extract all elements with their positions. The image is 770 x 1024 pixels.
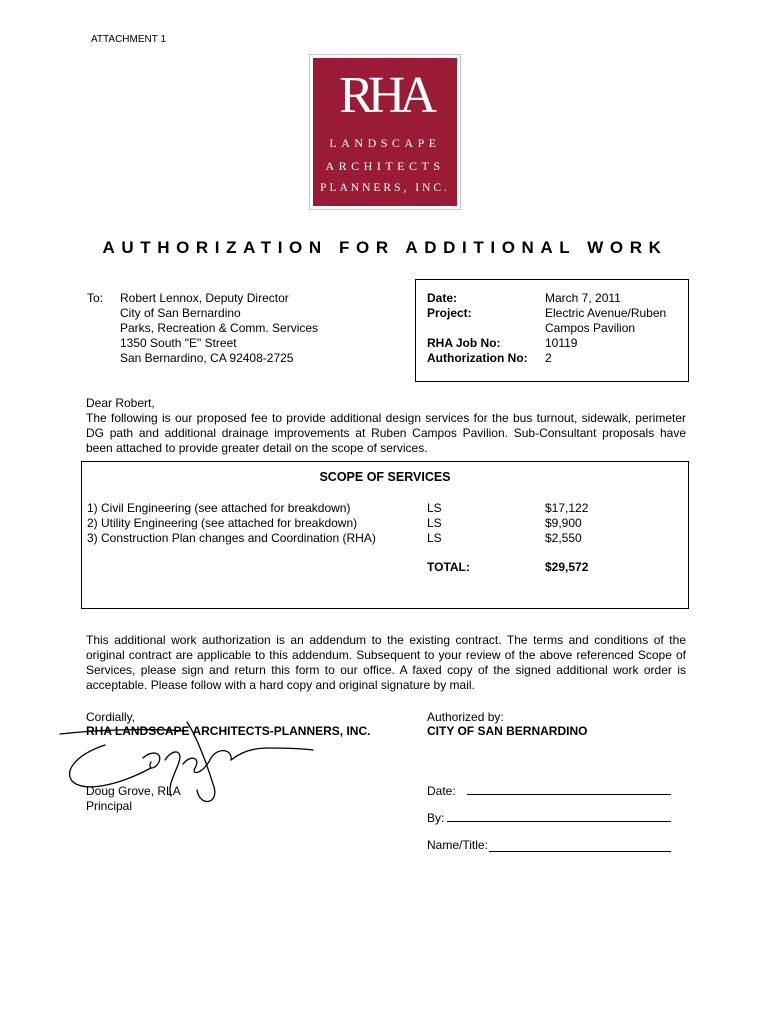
authorization-number-label: Authorization No: bbox=[427, 351, 528, 365]
job-number-label: RHA Job No: bbox=[427, 336, 501, 350]
letter-body bbox=[86, 396, 686, 456]
scope-item: 1) Civil Engineering (see attached for breakdown) bbox=[87, 501, 351, 515]
authorization-number-value: 2 bbox=[545, 351, 552, 365]
recipient-line: 1350 South "E" Street bbox=[120, 336, 237, 350]
project-label: Project: bbox=[427, 306, 472, 320]
project-info-values bbox=[545, 291, 666, 366]
scope-unit: LS bbox=[427, 516, 442, 530]
logo-line-planners: PLANNERS, INC. bbox=[320, 182, 450, 194]
company-logo bbox=[309, 54, 461, 210]
client-name: CITY OF SAN BERNARDINO bbox=[427, 724, 588, 738]
recipient-line: Parks, Recreation & Comm. Services bbox=[120, 321, 319, 335]
letter-paragraph: The following is our proposed fee to provide additional design services for the bus turnout, sidewalk, perimeter DG path and additional drainage improvements at Ruben Campos Pavilion. Sub-Consultant proposals have been attached to provide greater detail on the scope of services. bbox=[86, 411, 686, 455]
closing: Cordially, bbox=[86, 710, 136, 724]
attachment-label: ATTACHMENT 1 bbox=[91, 34, 167, 45]
handwritten-signature bbox=[55, 700, 315, 810]
signer-name: Doug Grove, RLA bbox=[86, 784, 181, 798]
salutation: Dear Robert, bbox=[86, 396, 155, 410]
name-title-label: Name/Title: bbox=[427, 838, 488, 852]
recipient-line: Robert Lennox, Deputy Director bbox=[120, 291, 289, 305]
scope-item: 3) Construction Plan changes and Coordination (RHA) bbox=[87, 531, 376, 545]
scope-amount: $2,550 bbox=[545, 531, 582, 545]
project-value-cont: Campos Pavilion bbox=[545, 321, 636, 335]
signer-title: Principal bbox=[86, 799, 133, 813]
scope-amount: $9,900 bbox=[545, 516, 582, 530]
date-label: Date: bbox=[427, 291, 458, 305]
scope-item-list bbox=[87, 501, 376, 546]
signature-by-field[interactable] bbox=[447, 821, 671, 822]
addendum-paragraph: This additional work authorization is an addendum to the existing contract. The terms and conditions of the original contract are applicable to this addendum. Subsequent to your review of the above referenced Scope of Services, please sign and return this form to our office. A faxed copy of the signed additional work order is acceptable. Please follow with a hard copy and original signature by mail. bbox=[86, 633, 686, 692]
total-label: TOTAL: bbox=[427, 560, 470, 574]
logo-line-architects: ARCHITECTS bbox=[325, 159, 445, 173]
name-title-field[interactable] bbox=[489, 851, 671, 852]
logo-line-landscape: LANDSCAPE bbox=[329, 136, 441, 150]
document-title: AUTHORIZATION FOR ADDITIONAL WORK bbox=[102, 238, 668, 257]
project-value: Electric Avenue/Ruben bbox=[545, 306, 667, 320]
recipient-line: San Bernardino, CA 92408-2725 bbox=[120, 351, 294, 365]
signature-date-label: Date: bbox=[427, 784, 456, 798]
scope-unit: LS bbox=[427, 501, 442, 515]
logo-mark: RHA bbox=[339, 67, 431, 124]
recipient-line: City of San Bernardino bbox=[120, 306, 241, 320]
project-info-labels bbox=[427, 291, 528, 366]
signature-date-field[interactable] bbox=[467, 794, 671, 795]
spacer bbox=[427, 321, 528, 336]
signature-by-label: By: bbox=[427, 811, 445, 825]
total-value: $29,572 bbox=[545, 560, 589, 574]
scope-unit: LS bbox=[427, 531, 442, 545]
scope-unit-list bbox=[427, 501, 442, 546]
scope-amount-list bbox=[545, 501, 588, 546]
recipient-address bbox=[120, 291, 318, 366]
consultant-firm-name: RHA LANDSCAPE ARCHITECTS-PLANNERS, INC. bbox=[86, 724, 371, 738]
job-number-value: 10119 bbox=[545, 336, 578, 350]
date-value: March 7, 2011 bbox=[545, 291, 621, 305]
to-label: To: bbox=[87, 291, 104, 305]
scope-item: 2) Utility Engineering (see attached for breakdown) bbox=[87, 516, 358, 530]
scope-title: SCOPE OF SERVICES bbox=[319, 470, 451, 484]
authorized-by-label: Authorized by: bbox=[427, 710, 504, 724]
scope-amount: $17,122 bbox=[545, 501, 589, 515]
